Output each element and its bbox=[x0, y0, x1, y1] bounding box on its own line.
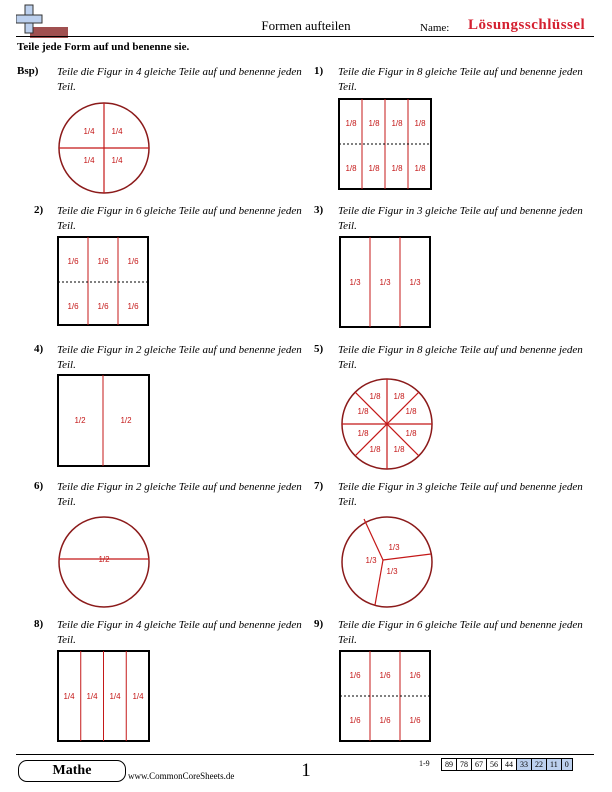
answer-key-label: Lösungsschlüssel bbox=[468, 17, 586, 33]
fraction-label: 1/6 bbox=[379, 671, 391, 680]
fraction-label: 1/8 bbox=[357, 429, 369, 438]
fraction-label: 1/4 bbox=[83, 127, 95, 136]
shape-square-eighths bbox=[338, 98, 432, 190]
fraction-label: 1/4 bbox=[86, 692, 98, 701]
fraction-label: 1/6 bbox=[127, 302, 139, 311]
fraction-label: 1/3 bbox=[409, 278, 421, 287]
fraction-label: 1/6 bbox=[97, 302, 109, 311]
fraction-label: 1/3 bbox=[388, 543, 400, 552]
fraction-label: 1/8 bbox=[393, 392, 405, 401]
shape-square-halves bbox=[57, 374, 150, 467]
score-cell: 0 bbox=[561, 759, 572, 771]
website-link[interactable]: www.CommonCoreSheets.de bbox=[128, 771, 235, 781]
fraction-label: 1/8 bbox=[405, 429, 417, 438]
problem-number: 3) bbox=[314, 204, 324, 216]
fraction-label: 1/6 bbox=[349, 671, 361, 680]
problem-number: 6) bbox=[34, 480, 44, 492]
problem-prompt: Teile die Figur in 8 gleiche Teile auf und benenne jeden Teil. bbox=[338, 66, 583, 93]
shape-circle-thirds bbox=[339, 514, 435, 610]
fraction-label: 1/6 bbox=[67, 302, 79, 311]
shape-square-sixths bbox=[339, 650, 431, 742]
shape-square-sixths bbox=[57, 236, 149, 326]
fraction-label: 1/2 bbox=[120, 416, 132, 425]
problem-prompt: Teile die Figur in 3 gleiche Teile auf und benenne jeden Teil. bbox=[338, 481, 583, 508]
score-cell: 11 bbox=[547, 759, 562, 771]
fraction-label: 1/8 bbox=[345, 119, 357, 128]
fraction-label: 1/8 bbox=[393, 445, 405, 454]
shape-square-quarters bbox=[57, 650, 150, 742]
problem-number: Bsp) bbox=[17, 65, 39, 77]
fraction-label: 1/8 bbox=[357, 407, 369, 416]
problem-prompt: Teile die Figur in 2 gleiche Teile auf und benenne jeden Teil. bbox=[57, 344, 302, 371]
page-number: 1 bbox=[301, 760, 311, 781]
fraction-label: 1/3 bbox=[349, 278, 361, 287]
header-divider bbox=[16, 36, 594, 37]
fraction-label: 1/3 bbox=[386, 567, 398, 576]
score-cell: 67 bbox=[472, 759, 487, 771]
fraction-label: 1/8 bbox=[391, 164, 403, 173]
fraction-label: 1/4 bbox=[111, 156, 123, 165]
fraction-label: 1/6 bbox=[97, 257, 109, 266]
fraction-label: 1/8 bbox=[391, 119, 403, 128]
shape-square-thirds bbox=[339, 236, 431, 328]
problem-prompt: Teile die Figur in 2 gleiche Teile auf und benenne jeden Teil. bbox=[57, 481, 302, 508]
score-cell: 56 bbox=[487, 759, 502, 771]
problem-number: 9) bbox=[314, 618, 324, 630]
fraction-label: 1/4 bbox=[132, 692, 144, 701]
fraction-label: 1/8 bbox=[369, 392, 381, 401]
problem-number: 5) bbox=[314, 343, 324, 355]
shape-circle-eighths bbox=[339, 376, 435, 472]
fraction-label: 1/6 bbox=[67, 257, 79, 266]
fraction-label: 1/3 bbox=[365, 556, 377, 565]
shape-circle-halves bbox=[56, 514, 152, 610]
score-cell: 22 bbox=[532, 759, 547, 771]
fraction-label: 1/6 bbox=[409, 716, 421, 725]
score-cell: 78 bbox=[457, 759, 472, 771]
fraction-label: 1/4 bbox=[63, 692, 75, 701]
shape-circle-quarters bbox=[56, 100, 152, 196]
fraction-label: 1/6 bbox=[127, 257, 139, 266]
fraction-label: 1/6 bbox=[349, 716, 361, 725]
score-cell: 33 bbox=[517, 759, 532, 771]
problem-prompt: Teile die Figur in 4 gleiche Teile auf und benenne jeden Teil. bbox=[57, 66, 302, 93]
fraction-label: 1/8 bbox=[345, 164, 357, 173]
fraction-label: 1/3 bbox=[379, 278, 391, 287]
fraction-label: 1/4 bbox=[111, 127, 123, 136]
fraction-label: 1/6 bbox=[379, 716, 391, 725]
name-label: Name: bbox=[420, 22, 450, 34]
subject-badge: Mathe bbox=[18, 760, 126, 782]
fraction-label: 1/8 bbox=[414, 119, 426, 128]
instructions: Teile jede Form auf und benenne sie. bbox=[17, 41, 190, 53]
problem-prompt: Teile die Figur in 3 gleiche Teile auf und benenne jeden Teil. bbox=[338, 205, 583, 232]
problem-prompt: Teile die Figur in 6 gleiche Teile auf und benenne jeden Teil. bbox=[57, 205, 302, 232]
problem-number: 1) bbox=[314, 65, 324, 77]
problem-number: 7) bbox=[314, 480, 324, 492]
problem-number: 4) bbox=[34, 343, 44, 355]
problem-number: 2) bbox=[34, 204, 44, 216]
score-table bbox=[441, 758, 573, 771]
fraction-label: 1/8 bbox=[368, 164, 380, 173]
fraction-label: 1/4 bbox=[83, 156, 95, 165]
page-title: Formen aufteilen bbox=[261, 18, 351, 33]
fraction-label: 1/6 bbox=[409, 671, 421, 680]
fraction-label: 1/8 bbox=[368, 119, 380, 128]
score-cell: 44 bbox=[502, 759, 517, 771]
problem-prompt: Teile die Figur in 6 gleiche Teile auf und benenne jeden Teil. bbox=[338, 619, 583, 646]
fraction-label: 1/4 bbox=[109, 692, 121, 701]
fraction-label: 1/2 bbox=[74, 416, 86, 425]
score-cell: 89 bbox=[442, 759, 457, 771]
fraction-label: 1/2 bbox=[98, 555, 110, 564]
fraction-label: 1/8 bbox=[369, 445, 381, 454]
fraction-label: 1/8 bbox=[414, 164, 426, 173]
fraction-label: 1/8 bbox=[405, 407, 417, 416]
footer-divider bbox=[16, 754, 594, 755]
problem-prompt: Teile die Figur in 4 gleiche Teile auf und benenne jeden Teil. bbox=[57, 619, 302, 646]
score-range-label: 1-9 bbox=[419, 759, 430, 768]
problem-prompt: Teile die Figur in 8 gleiche Teile auf und benenne jeden Teil. bbox=[338, 344, 583, 371]
problem-number: 8) bbox=[34, 618, 44, 630]
